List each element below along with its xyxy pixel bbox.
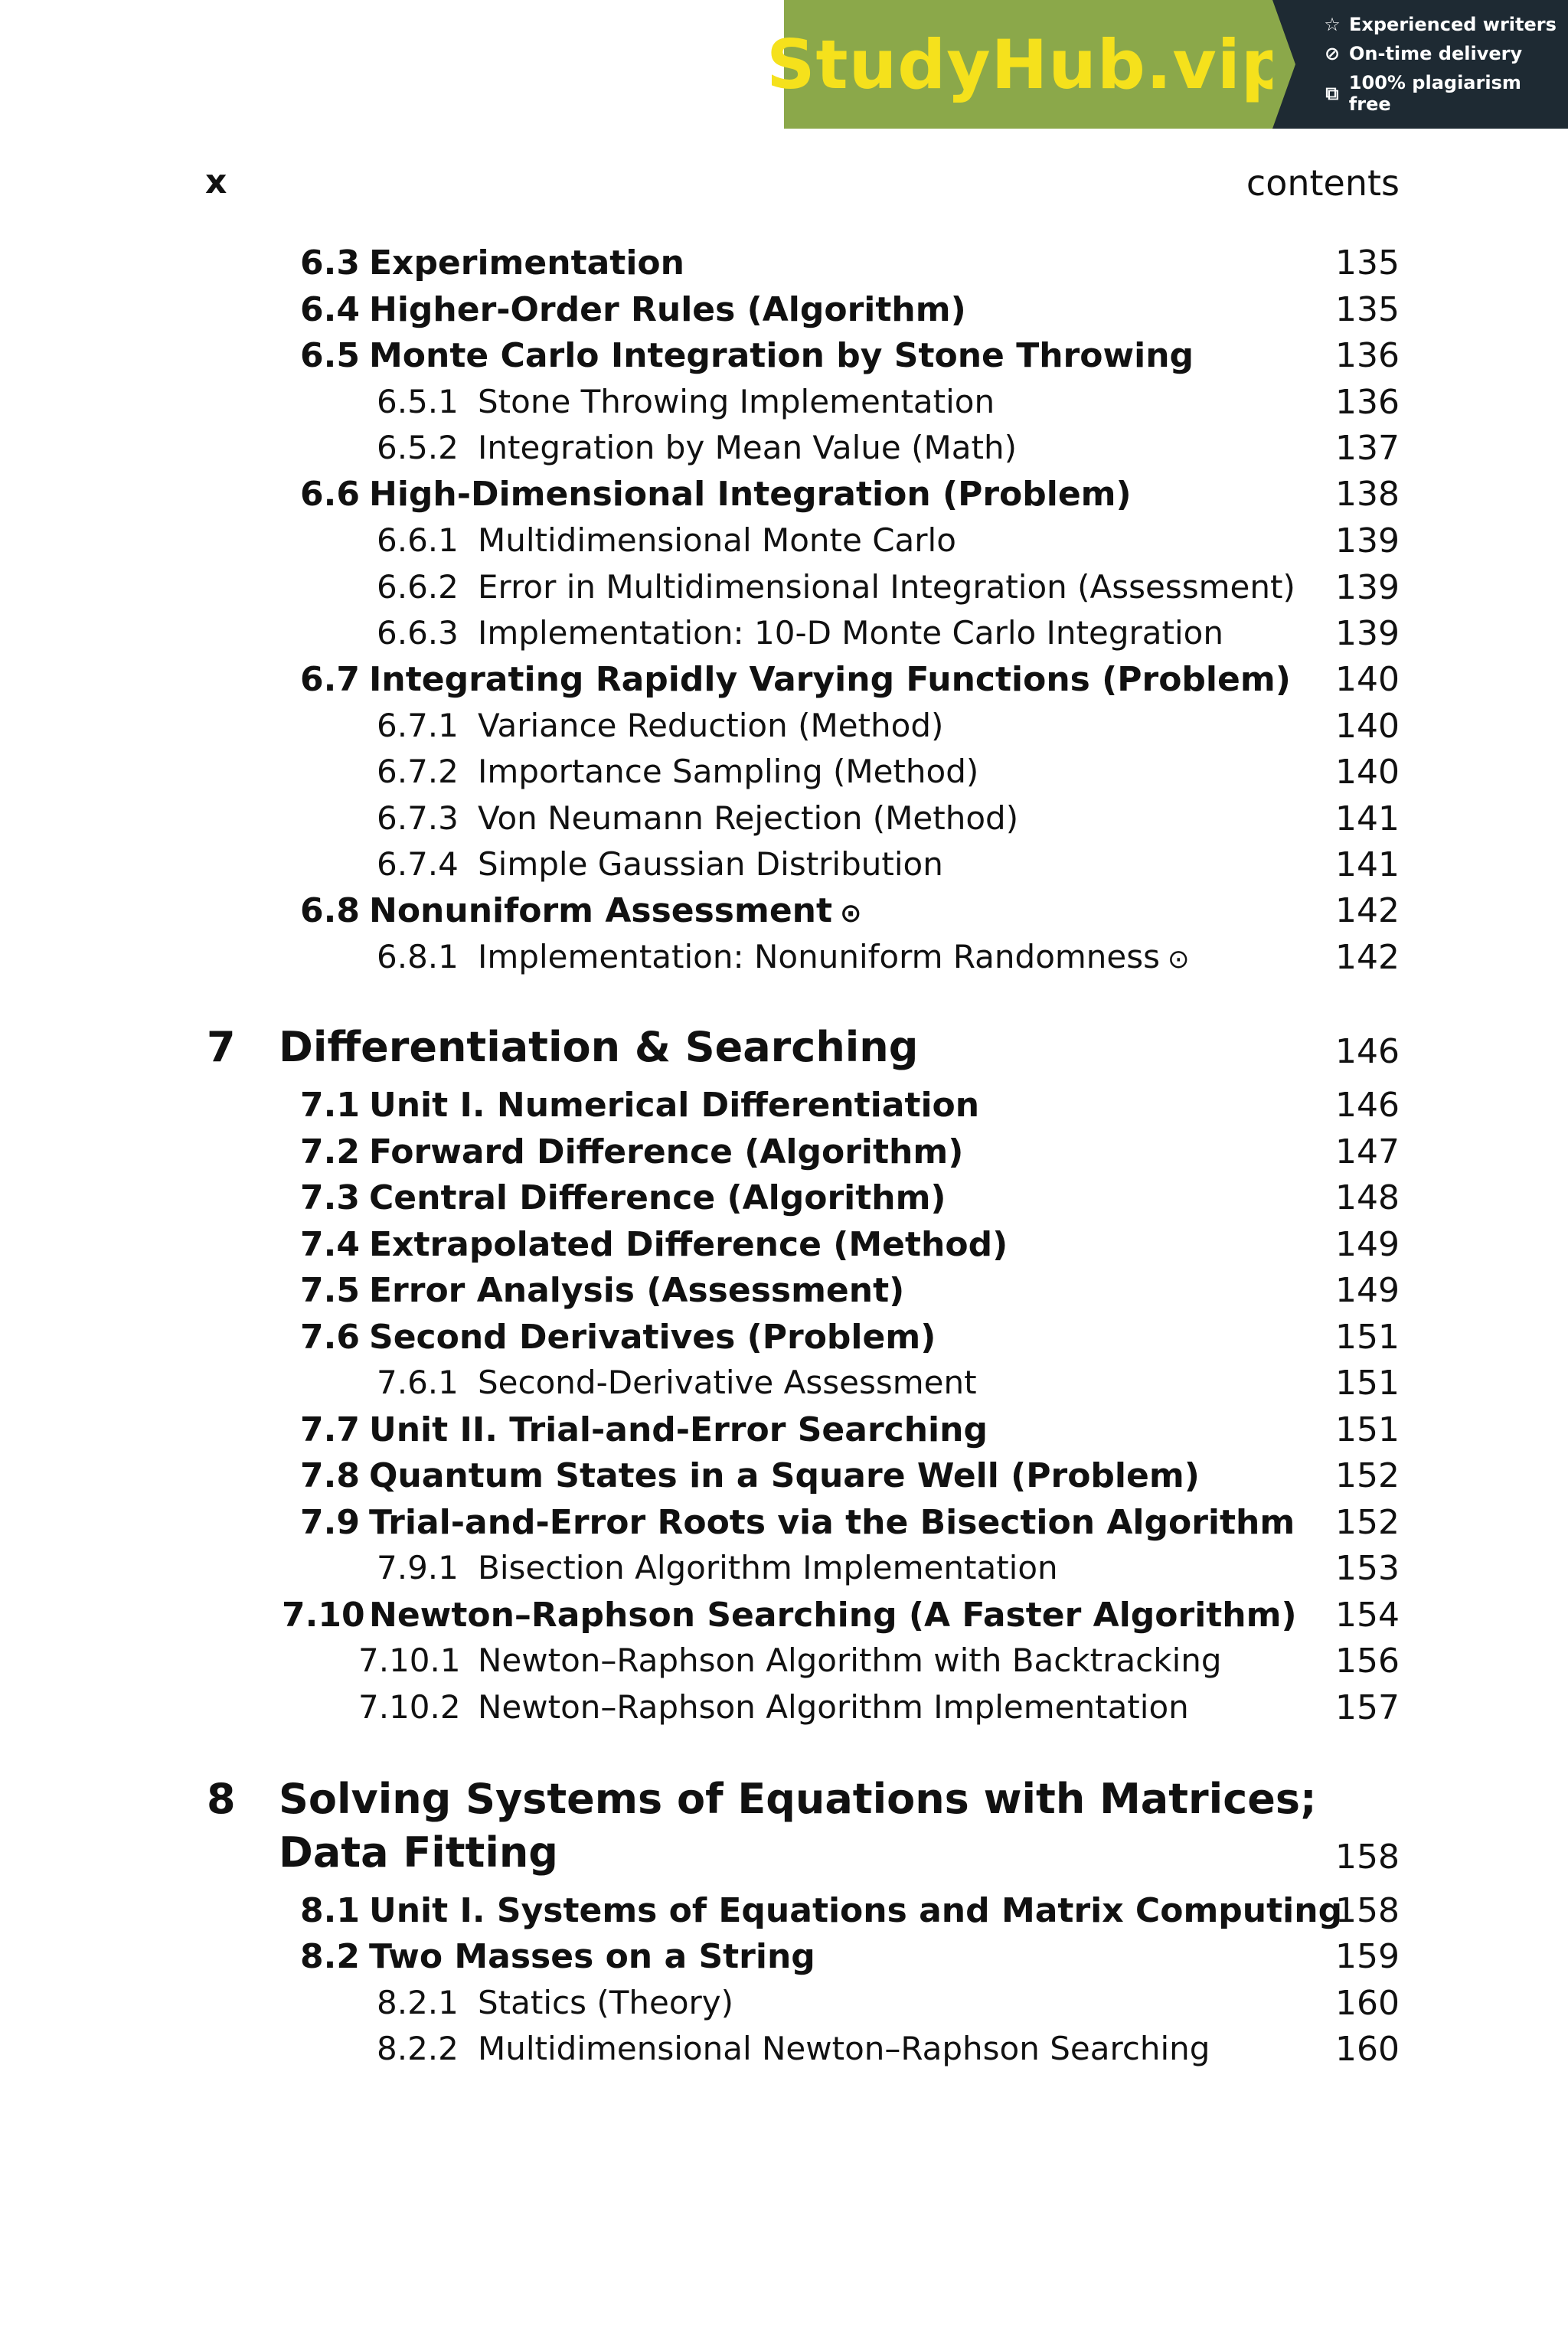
promo-banner[interactable] — [766, 0, 1568, 129]
toc-subsection-entry[interactable] — [0, 1642, 1568, 1687]
toc-section-entry[interactable] — [0, 475, 1568, 521]
page-ref: 158 — [1335, 1891, 1400, 1930]
target-marker-icon: ⊙ — [840, 898, 862, 929]
page-ref: 135 — [1335, 243, 1400, 283]
section-title: Central Difference (Algorithm) — [369, 1178, 946, 1217]
feature-label: 100% plagiarism free — [1348, 72, 1521, 115]
subsection-title: Newton–Raphson Algorithm Implementation — [478, 1688, 1189, 1726]
toc-chapter-entry[interactable] — [0, 1023, 1568, 1077]
toc-section-entry[interactable] — [0, 1086, 1568, 1132]
toc-section-entry[interactable] — [0, 1225, 1568, 1271]
chapter-title: Differentiation & Searching — [279, 1023, 919, 1071]
page-ref: 141 — [1335, 845, 1400, 884]
subsection-number: 6.7.4 — [377, 845, 459, 883]
section-number: 6.4 — [300, 290, 360, 329]
page-ref: 148 — [1335, 1178, 1400, 1217]
toc-subsection-entry[interactable] — [0, 845, 1568, 891]
page-ref: 152 — [1335, 1503, 1400, 1542]
subsection-title: Simple Gaussian Distribution — [478, 845, 943, 883]
toc-section-entry[interactable] — [0, 1132, 1568, 1178]
subsection-number: 7.10.2 — [358, 1688, 461, 1726]
subsection-title: Bisection Algorithm Implementation — [478, 1549, 1058, 1586]
page-ref: 138 — [1335, 475, 1400, 514]
section-title: Newton–Raphson Searching (A Faster Algorithm) — [369, 1596, 1297, 1635]
subsection-number: 6.6.1 — [377, 521, 459, 559]
subsection-title: Implementation: 10-D Monte Carlo Integration — [478, 614, 1223, 652]
page-ref: 160 — [1335, 2030, 1400, 2069]
toc-subsection-entry[interactable] — [0, 1549, 1568, 1595]
star-outline-icon: ☆ — [1324, 14, 1341, 35]
subsection-number: 8.2.2 — [377, 2030, 459, 2067]
section-number: 7.3 — [300, 1178, 360, 1217]
toc-section-entry[interactable] — [0, 1503, 1568, 1549]
toc-subsection-entry[interactable] — [0, 1984, 1568, 2030]
page-ref: 151 — [1335, 1364, 1400, 1403]
feature-label: Experienced writers — [1349, 14, 1557, 35]
subsection-title: Variance Reduction (Method) — [478, 707, 944, 744]
toc-section-entry[interactable] — [0, 290, 1568, 336]
section-number: 7.5 — [300, 1271, 360, 1310]
page-ref: 139 — [1335, 521, 1400, 560]
page-ref: 135 — [1335, 290, 1400, 329]
toc-section-entry[interactable] — [0, 660, 1568, 706]
toc-section-entry[interactable] — [0, 1456, 1568, 1502]
section-number: 7.4 — [300, 1225, 360, 1264]
toc-subsection-entry[interactable] — [0, 568, 1568, 614]
chapter-number: 7 — [207, 1023, 236, 1071]
page-ref: 147 — [1335, 1132, 1400, 1171]
toc-subsection-entry[interactable] — [0, 799, 1568, 845]
subsection-title: Stone Throwing Implementation — [478, 383, 995, 420]
toc-subsection-entry[interactable] — [0, 938, 1568, 984]
subsection-title: Von Neumann Rejection (Method) — [478, 799, 1019, 837]
page-ref: 136 — [1335, 336, 1400, 375]
banner-arrow — [1272, 0, 1295, 129]
subsection-title: Newton–Raphson Algorithm with Backtracking — [478, 1642, 1222, 1679]
page-ref: 140 — [1335, 707, 1400, 746]
section-number: 7.7 — [300, 1410, 360, 1449]
feature-label: On-time delivery — [1349, 43, 1523, 64]
section-title: Higher-Order Rules (Algorithm) — [369, 290, 966, 329]
page-ref: 160 — [1335, 1984, 1400, 2023]
toc-subsection-entry[interactable] — [0, 614, 1568, 660]
toc-subsection-entry[interactable] — [0, 521, 1568, 567]
section-title: Unit I. Systems of Equations and Matrix Computing — [369, 1891, 1343, 1930]
section-number: 7.10 — [282, 1596, 365, 1635]
section-number: 8.1 — [300, 1891, 360, 1930]
section-title: Two Masses on a String — [369, 1937, 815, 1976]
page-ref: 151 — [1335, 1410, 1400, 1449]
section-title: Forward Difference (Algorithm) — [369, 1132, 964, 1171]
page-ref: 140 — [1335, 753, 1400, 792]
subsection-title: Implementation: Nonuniform Randomness — [478, 938, 1161, 975]
toc-section-entry[interactable] — [0, 243, 1568, 289]
subsection-number: 6.6.2 — [377, 568, 459, 606]
page-ref: 157 — [1335, 1688, 1400, 1727]
section-title: Unit I. Numerical Differentiation — [369, 1086, 980, 1125]
section-title: Unit II. Trial-and-Error Searching — [369, 1410, 988, 1449]
section-title: High-Dimensional Integration (Problem) — [369, 475, 1132, 514]
page-ref: 151 — [1335, 1318, 1400, 1357]
page-ref: 140 — [1335, 660, 1400, 699]
feature-item — [1321, 14, 1568, 35]
page-ref: 142 — [1335, 938, 1400, 977]
section-title: Experimentation — [369, 243, 684, 283]
page-ref: 142 — [1335, 891, 1400, 930]
subsection-number: 7.9.1 — [377, 1549, 459, 1586]
subsection-number: 6.7.3 — [377, 799, 459, 837]
section-title: Quantum States in a Square Well (Problem) — [369, 1456, 1200, 1495]
subsection-number: 6.5.2 — [377, 429, 459, 466]
chapter-number: 8 — [207, 1775, 236, 1823]
section-number: 6.6 — [300, 475, 360, 514]
page-ref: 149 — [1335, 1225, 1400, 1264]
toc-section-entry[interactable] — [0, 1596, 1568, 1642]
chapter-title-line-1: Solving Systems of Equations with Matrices; — [279, 1775, 1317, 1823]
section-number: 7.6 — [300, 1318, 360, 1357]
toc-subsection-entry[interactable] — [0, 383, 1568, 429]
page-ref: 141 — [1335, 799, 1400, 838]
toc-subsection-entry[interactable] — [0, 753, 1568, 799]
copy-icon: ⧉ — [1325, 83, 1339, 104]
page-ref: 159 — [1335, 1937, 1400, 1976]
section-number: 6.5 — [300, 336, 360, 375]
page-ref: 153 — [1335, 1549, 1400, 1588]
toc-subsection-entry[interactable] — [0, 429, 1568, 475]
page-ref: 146 — [1335, 1032, 1400, 1071]
section-title: Error Analysis (Assessment) — [369, 1271, 905, 1310]
subsection-number: 6.7.2 — [377, 753, 459, 790]
subsection-number: 6.6.3 — [377, 614, 459, 652]
section-number: 7.2 — [300, 1132, 360, 1171]
target-marker-icon: ⊙ — [1168, 944, 1190, 975]
subsection-number: 7.6.1 — [377, 1364, 459, 1401]
toc-section-entry[interactable] — [0, 1178, 1568, 1224]
section-title: Second Derivatives (Problem) — [369, 1318, 936, 1357]
subsection-number: 8.2.1 — [377, 1984, 459, 2021]
subsection-number: 6.7.1 — [377, 707, 459, 744]
page-ref: 158 — [1335, 1838, 1400, 1877]
section-number: 6.8 — [300, 891, 360, 930]
subsection-number: 6.8.1 — [377, 938, 459, 975]
studyhub-logo: StudyHub.vip — [766, 25, 1290, 104]
page-ref: 154 — [1335, 1596, 1400, 1635]
toc-section-entry[interactable] — [0, 1318, 1568, 1364]
toc-subsection-entry[interactable] — [0, 707, 1568, 753]
subsection-title: Second-Derivative Assessment — [478, 1364, 977, 1401]
section-title: Nonuniform Assessment — [369, 891, 833, 930]
page-ref: 156 — [1335, 1642, 1400, 1681]
toc-section-entry[interactable] — [0, 1271, 1568, 1317]
banner-logo-panel — [766, 0, 1290, 129]
running-title: contents — [1246, 162, 1400, 204]
section-title: Monte Carlo Integration by Stone Throwing — [369, 336, 1194, 375]
page-ref: 146 — [1335, 1086, 1400, 1125]
toc-subsection-entry[interactable] — [0, 1364, 1568, 1410]
section-number: 7.8 — [300, 1456, 360, 1495]
toc-section-entry[interactable] — [0, 1410, 1568, 1456]
section-number: 6.3 — [300, 243, 360, 283]
section-title-with-mark — [369, 891, 862, 930]
page-ref: 137 — [1335, 429, 1400, 468]
subsection-title: Multidimensional Monte Carlo — [478, 521, 956, 559]
toc-section-entry[interactable] — [0, 1937, 1568, 1983]
toc-section-entry[interactable] — [0, 1891, 1568, 1937]
feature-item — [1321, 72, 1568, 115]
page-ref: 139 — [1335, 568, 1400, 607]
subsection-title: Statics (Theory) — [478, 1984, 734, 2021]
page-number: x — [205, 162, 227, 201]
page-ref: 136 — [1335, 383, 1400, 422]
subsection-title: Error in Multidimensional Integration (Assessment) — [478, 568, 1295, 606]
subsection-title: Multidimensional Newton–Raphson Searching — [478, 2030, 1210, 2067]
section-title: Integrating Rapidly Varying Functions (Problem) — [369, 660, 1291, 699]
section-number: 7.9 — [300, 1503, 360, 1542]
subsection-title-with-mark — [478, 938, 1190, 975]
section-number: 6.7 — [300, 660, 360, 699]
subsection-number: 7.10.1 — [358, 1642, 461, 1679]
subsection-title: Integration by Mean Value (Math) — [478, 429, 1017, 466]
toc-section-entry[interactable] — [0, 891, 1568, 937]
page-ref: 139 — [1335, 614, 1400, 653]
subsection-number: 6.5.1 — [377, 383, 459, 420]
subsection-title: Importance Sampling (Method) — [478, 753, 979, 790]
section-title: Trial-and-Error Roots via the Bisection Algorithm — [369, 1503, 1295, 1542]
page-ref: 149 — [1335, 1271, 1400, 1310]
toc-chapter-entry[interactable] — [0, 1775, 1568, 1882]
toc-section-entry[interactable] — [0, 336, 1568, 382]
section-title: Extrapolated Difference (Method) — [369, 1225, 1008, 1264]
feature-item — [1321, 43, 1568, 64]
section-number: 7.1 — [300, 1086, 360, 1125]
clock-icon: ⊘ — [1324, 43, 1341, 64]
banner-features — [1272, 0, 1568, 129]
toc-subsection-entry[interactable] — [0, 2030, 1568, 2076]
toc-subsection-entry[interactable] — [0, 1688, 1568, 1734]
page-ref: 152 — [1335, 1456, 1400, 1495]
section-number: 8.2 — [300, 1937, 360, 1976]
chapter-title-line-2: Data Fitting — [279, 1828, 558, 1877]
